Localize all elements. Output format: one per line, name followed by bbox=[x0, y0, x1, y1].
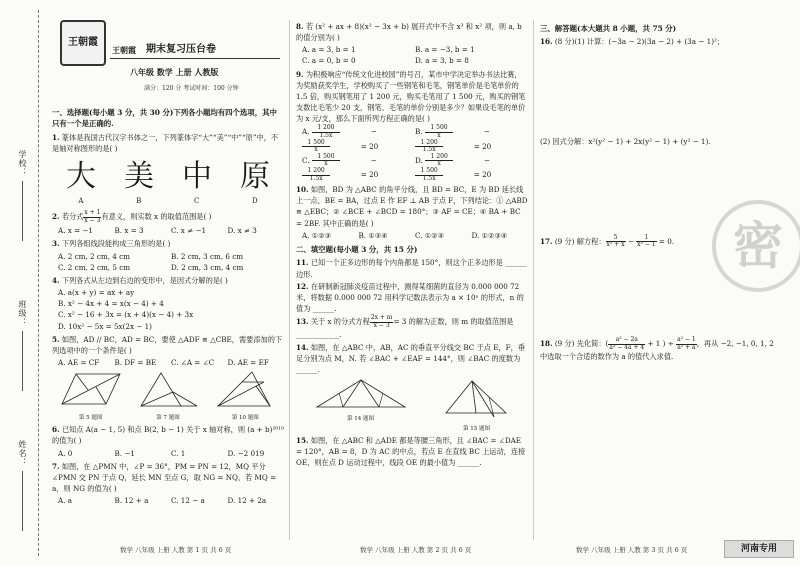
question-3-options bbox=[58, 251, 284, 273]
option: D. a = 3, b = 8 bbox=[415, 56, 469, 66]
brand-name: 王朝霞 bbox=[112, 45, 136, 55]
glyph-label: C bbox=[193, 197, 200, 206]
geometry-figure bbox=[313, 377, 409, 411]
geometry-figure bbox=[135, 370, 201, 410]
figure-q15: 第 15 题图 bbox=[442, 377, 512, 433]
option: B. 2 cm, 3 cm, 6 cm bbox=[171, 251, 244, 261]
question-17: 17. (9 分) 解方程： $\frac{5}{\text{x² + x}}$ − $\frac{1}{\text{x² − 1}}$ = 0. bbox=[540, 233, 675, 249]
question-8: 8. 若 (x² + ax + 8)(x² − 3x + b) 展开式中不含 x³ 和 x² 项，则 a, b 的值分别为( ) bbox=[296, 22, 522, 43]
option: B. x = 3 bbox=[114, 226, 144, 236]
option: C. $\frac{1 500}{x}$ − $\frac{1 200}{1.5x}$ = 20 bbox=[302, 152, 379, 182]
page-column-2 bbox=[296, 20, 528, 470]
seal-glyph: 美 bbox=[124, 159, 154, 195]
page-footer-3: 数学 八年级 上册 人教 第 3 页 共 6 页 bbox=[576, 546, 688, 554]
question-5-options bbox=[58, 357, 284, 368]
option: D. AE = EF bbox=[227, 358, 269, 367]
option: C. x² − 16 + 3x = (x + 4)(x − 4) + 3x bbox=[58, 310, 194, 320]
question-12: 12. 在研制新冠肺炎疫苗过程中，测得某细菌的直径为 0.000 000 72 米，将数据 0.000 000 72 用科学记数法表示为 a × 10ⁿ 的形式，n 的值为 ______. bbox=[296, 281, 524, 314]
option: A. $\frac{1 200}{1.5x}$ − $\frac{1 500}{x}$ = 20 bbox=[302, 124, 379, 154]
column-divider bbox=[289, 20, 290, 540]
option: B. 12 + a bbox=[114, 496, 149, 506]
option: C. ①②④ bbox=[415, 230, 445, 240]
brand-logo: 王朝霞 bbox=[60, 20, 106, 66]
option: C. 1 bbox=[171, 448, 186, 458]
question-16: 16. (8 分)(1) 计算：(−3a − 2)(3a − 2) + (3a − 1)²； bbox=[540, 37, 725, 47]
name-field: 姓名： bbox=[4, 440, 28, 531]
question-11: 11. 已知一个正多边形的每个内角都是 150°，则这个正多边形是 ______ 边形. bbox=[296, 258, 527, 279]
question-15: 15. 如图，在 △ABC 和 △ADE 都是等腰三角形，且 ∠BAC = ∠DAE = 120°，AB = 8，D 为 AC 的中点，若点 E 在直线 BC 上运动，连接 OE，则在点 D 运动过程中，线段 OE 的最小值为 ______. bbox=[296, 436, 526, 468]
option: C. ∠A = ∠C bbox=[171, 358, 215, 367]
figure-row-2 bbox=[296, 377, 528, 433]
glyph-label: D bbox=[251, 197, 258, 206]
fraction: $\frac{x + 1}{x - 3}$ bbox=[84, 209, 101, 224]
seal-glyph: 大 bbox=[66, 159, 96, 195]
option: C. 2 cm, 2 cm, 5 cm bbox=[58, 262, 131, 272]
option: A. a(x + y) = ax + ay bbox=[58, 288, 135, 298]
option: D. 2 cm, 3 cm, 4 cm bbox=[171, 262, 244, 272]
option: A. a = 3, b = 1 bbox=[302, 45, 356, 55]
question-3: 3. 下列各组线段能构成三角形的是( ) bbox=[52, 239, 171, 249]
option: D. ①②③④ bbox=[471, 230, 508, 240]
option: A. 0 bbox=[58, 448, 73, 458]
option: D. x ≠ 3 bbox=[227, 226, 257, 236]
paper-title: 期末复习压台卷 bbox=[146, 44, 216, 55]
page-column-1 bbox=[52, 20, 284, 508]
option: D. $\frac{1 200}{x}$ − $\frac{1 500}{1.5x}$ = 20 bbox=[415, 152, 492, 182]
figure-q7: 第 7 题图 bbox=[135, 370, 201, 422]
page-footer-1: 数学 八年级 上册 人教 第 1 页 共 6 页 bbox=[120, 546, 232, 554]
title-rule bbox=[110, 58, 280, 59]
paper-meta: 满分：120 分 考试时间：100 分钟 bbox=[144, 85, 239, 92]
region-tag: 河南专用 bbox=[724, 540, 794, 558]
option: A. a bbox=[58, 496, 73, 506]
figure-q5: 第 5 题图 bbox=[58, 370, 124, 422]
option: C. 12 − a bbox=[171, 496, 205, 506]
page-column-3 bbox=[540, 20, 776, 363]
paper-subtitle: 八年级 数学 上册 人教版 bbox=[130, 67, 219, 77]
seal-glyph: 中 bbox=[182, 159, 212, 195]
question-9-options bbox=[302, 125, 528, 182]
glyph-label: A bbox=[78, 197, 84, 206]
option: D. 10x² − 5x = 5x(2x − 1) bbox=[58, 321, 152, 331]
option: A. x = −1 bbox=[58, 226, 94, 236]
glyph-label: B bbox=[136, 197, 142, 206]
column-divider bbox=[533, 20, 534, 540]
option: B. DF = BE bbox=[114, 358, 157, 367]
option: B. x² − 4x + 4 = x(x − 4) + 4 bbox=[58, 299, 164, 309]
option: B. ①③④ bbox=[358, 230, 388, 240]
question-7: 7. 如图，在 △PMN 中，∠P = 36°，PM = PN = 12，MQ 平分 ∠PMN 交 PN 于点 Q，延长 MN 至点 G，取 NG = NQ，若 MQ = a，则 NG 的值为( ) bbox=[52, 461, 277, 493]
option: B. $\frac{1 500}{x}$ − $\frac{1 200}{1.5x}$ = 20 bbox=[415, 124, 492, 154]
figure-row-1 bbox=[52, 370, 284, 422]
question-4: 4. 下列各式从左边到右边的变形中，是因式分解的是( ) bbox=[52, 275, 228, 285]
binding-cut-line bbox=[38, 10, 39, 556]
seal-stamp-watermark: 密 bbox=[712, 200, 800, 292]
figure-q10: 第 10 题图 bbox=[212, 370, 278, 422]
option: A. 2 cm, 2 cm, 4 cm bbox=[58, 251, 130, 261]
class-field: 班级： bbox=[4, 300, 28, 391]
figure-q14: 第 14 题图 bbox=[313, 377, 409, 433]
question-2: 2. 若分式 $\frac{x + 1}{x - 3}$ 有意义，则实数 x 的取值范围是( ) bbox=[52, 209, 212, 224]
question-14: 14. 如图，在 △ABC 中，AB，AC 的垂直平分线交 BC 于点 E，F，垂足分别为点 M，N. 若 ∠BAC + ∠EAF = 144°，则 ∠BAC 的度数为 ______. bbox=[296, 342, 526, 374]
section-choice-title: 一、选择题(每小题 3 分，共 30 分)下列各小题均有四个选项，其中只有一个是正确的. bbox=[52, 108, 277, 129]
geometry-figure bbox=[58, 370, 124, 410]
geometry-figure bbox=[442, 377, 512, 421]
paper-header bbox=[52, 20, 284, 104]
binding-strip bbox=[0, 0, 46, 566]
question-10-options bbox=[302, 230, 528, 241]
option: A. ①②③ bbox=[302, 230, 332, 240]
question-9: 9. 为积极响应“传统文化进校园”的号召，某市中学决定举办书法比赛，为奖励获奖学生，学校购买了一些钢笔和毛笔，钢笔单价是毛笔单价的 1.5 倍，购买钢笔用了 1 200 元，购买毛笔用了 1 500 元，购买的钢笔支数比毛笔少 20 支，钢笔、毛笔的单价分别是多少？如果设毛笔的单价为 x 元/支，那么下面所列方程正确的是( ) bbox=[296, 69, 526, 124]
geometry-figure bbox=[212, 370, 278, 410]
answer-space bbox=[540, 49, 776, 135]
question-1: 1. 篆体是我国古代汉字书体之一，下列篆体字“大”“美”“中”“原”中，不是轴对称图形的是( ) bbox=[52, 132, 279, 154]
fraction: $\frac{2x + m}{x - 3}$ bbox=[370, 314, 393, 329]
option: B. −1 bbox=[114, 448, 135, 458]
question-16-part-2: (2) 因式分解：x²(y² − 1) + 2x(y² − 1) + (y² − 1). bbox=[540, 136, 711, 146]
seal-glyph-row bbox=[52, 158, 284, 196]
question-2-options bbox=[58, 225, 284, 236]
section-fill-title: 二、填空题(每小题 3 分，共 15 分) bbox=[296, 244, 418, 254]
school-field: 学校： bbox=[4, 150, 28, 241]
option: C. x ≠ −1 bbox=[171, 226, 207, 236]
option: B. a = −3, b = 1 bbox=[415, 45, 475, 55]
page-footer-2: 数学 八年级 上册 人教 第 2 页 共 6 页 bbox=[360, 546, 472, 554]
question-10: 10. 如图，BD 为 △ABC 的角平分线，且 BD = BC，E 为 BD 延长线上一点，BE = BA，过点 E 作 EF ⊥ AB 于点 F，下列结论：① △ABD ≌ △EBC；② ∠BCE + ∠BCD = 180°；③ AF = CE；④ BA + BC = 2BF. 其中正确的是( ) bbox=[296, 185, 528, 228]
question-5: 5. 如图，AD // BC，AD = BC，要使 △ADF ≌ △CBE，需要添加的下列选项中的一个条件是( ) bbox=[52, 334, 283, 355]
option: D. 12 + 2a bbox=[227, 496, 267, 506]
question-6-options bbox=[58, 448, 284, 459]
glyph-labels bbox=[52, 196, 284, 207]
question-4-options bbox=[58, 287, 284, 332]
option: C. a = 0, b = 0 bbox=[302, 56, 356, 66]
question-13: 13. 关于 x 的分式方程 $\frac{2x + m}{x - 3}$ = 3 的解为正数，则 m 的取值范围是 ____________. bbox=[296, 314, 514, 340]
question-6: 6. 已知点 A(a − 1, 5) 和点 B(2, b − 1) 关于 x 轴对称，则 (a + b)²⁰¹⁹ 的值为( ) bbox=[52, 425, 284, 446]
option: D. −2 019 bbox=[227, 448, 265, 458]
question-7-options bbox=[58, 495, 284, 506]
question-18: 18. (9 分) 先化简：( $\frac{\text{a² − 2a}}{\text{a² − 4a + 4}}$ + 1 ) ÷ $\frac{\text{a² − 1}}{\text{a² + a}}$ ，再从 −2, −1, 0, 1, 2 中选取一个合适的数作为 a 的值代入求值. bbox=[540, 335, 774, 362]
section-answer-title: 三、解答题(本大题共 8 小题，共 75 分) bbox=[540, 24, 677, 33]
option: A. AE = CF bbox=[58, 358, 100, 367]
seal-glyph: 原 bbox=[240, 159, 270, 195]
question-8-options bbox=[302, 44, 528, 66]
